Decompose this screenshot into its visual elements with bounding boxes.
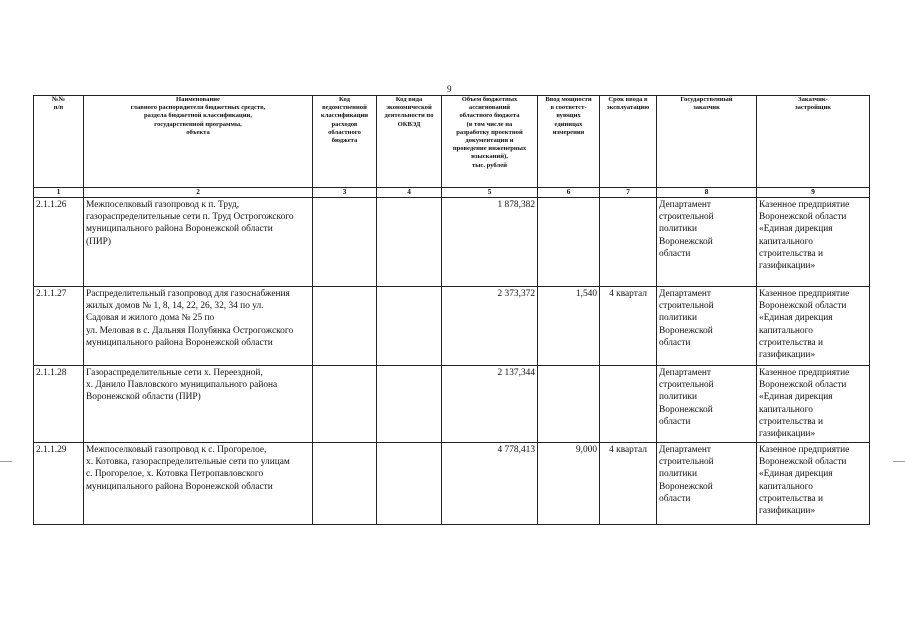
row-code: 2.1.1.27 [34, 287, 84, 366]
header-cell-amount: Объем бюджетных ассигнований областного бюджета (в том числе на разработку проектной документации и проведение инженерных изысканий), тыс. рублей [442, 96, 538, 188]
row-customer: Департамент строительной политики Воронежской области [657, 198, 757, 287]
row-customer: Департамент строительной политики Воронежской области [657, 287, 757, 366]
row-term [600, 366, 657, 443]
row-customer: Департамент строительной политики Воронежской области [657, 366, 757, 443]
row-kvr [313, 366, 377, 443]
row-okved [377, 198, 442, 287]
row-object-name: Распределительный газопровод для газоснабжения жилых домов № 1, 8, 14, 22, 26, 32, 34 по ул. Садовая и жилого дома № 25 по ул. Меловая в с. Дальняя Полубянка Острогожского муниципального района Воронежской области [84, 287, 313, 366]
margin-mark-right [893, 461, 905, 462]
row-okved [377, 287, 442, 366]
row-object-name: Газораспределительные сети х. Переездной, х. Данило Павловского муниципального района Воронежской области (ПИР) [84, 366, 313, 443]
row-term [600, 198, 657, 287]
investment-objects-table [33, 95, 870, 525]
margin-mark-left [0, 461, 12, 462]
header-cell-capacity: Ввод мощности в соответст- вующих единицах измерения [538, 96, 600, 188]
table-row [34, 287, 870, 366]
header-row [34, 96, 870, 188]
column-number: 7 [600, 188, 657, 198]
column-number: 9 [757, 188, 870, 198]
column-number: 6 [538, 188, 600, 198]
row-developer: Казенное предприятие Воронежской области «Единая дирекция капитального строительства и газификации» [757, 366, 870, 443]
header-cell-developer: Заказчик- застройщик [757, 96, 870, 188]
row-term: 4 квартал [600, 443, 657, 525]
row-developer: Казенное предприятие Воронежской области «Единая дирекция капитального строительства и газификации» [757, 443, 870, 525]
table-row [34, 366, 870, 443]
column-number: 1 [34, 188, 84, 198]
row-amount: 2 373,372 [442, 287, 538, 366]
header-cell-number: №№ п/п [34, 96, 84, 188]
column-number: 8 [657, 188, 757, 198]
column-number: 4 [377, 188, 442, 198]
column-number: 5 [442, 188, 538, 198]
row-okved [377, 443, 442, 525]
row-capacity: 9,000 [538, 443, 600, 525]
row-developer: Казенное предприятие Воронежской области «Единая дирекция капитального строительства и газификации» [757, 198, 870, 287]
row-developer: Казенное предприятие Воронежской области «Единая дирекция капитального строительства и газификации» [757, 287, 870, 366]
header-cell-term: Срок ввода в эксплуатацию [600, 96, 657, 188]
row-amount: 1 878,382 [442, 198, 538, 287]
row-code: 2.1.1.29 [34, 443, 84, 525]
row-kvr [313, 287, 377, 366]
row-capacity [538, 198, 600, 287]
column-number: 2 [84, 188, 313, 198]
row-code: 2.1.1.26 [34, 198, 84, 287]
header-cell-okved: Код вида экономической деятельности по ОКВЭД [377, 96, 442, 188]
row-amount: 2 137,344 [442, 366, 538, 443]
row-code: 2.1.1.28 [34, 366, 84, 443]
table-row [34, 198, 870, 287]
column-number: 3 [313, 188, 377, 198]
row-capacity: 1,540 [538, 287, 600, 366]
table-row [34, 443, 870, 525]
page-number: 9 [447, 84, 452, 94]
row-kvr [313, 198, 377, 287]
row-capacity [538, 366, 600, 443]
row-object-name: Межпоселковый газопровод к п. Труд, газораспределительные сети п. Труд Острогожского муниципального района Воронежской области (ПИР) [84, 198, 313, 287]
column-number-row [34, 188, 870, 198]
row-amount: 4 778,413 [442, 443, 538, 525]
row-object-name: Межпоселковый газопровод к с. Прогорелое, х. Котовка, газораспределительные сети по улицам с. Прогорелое, х. Котовка Петропавловского муниципального района Воронежской области [84, 443, 313, 525]
row-okved [377, 366, 442, 443]
row-customer: Департамент строительной политики Воронежской области [657, 443, 757, 525]
row-term: 4 квартал [600, 287, 657, 366]
header-cell-customer: Государственный заказчик [657, 96, 757, 188]
row-kvr [313, 443, 377, 525]
header-cell-name: Наименование главного распорядителя бюджетных средств, раздела бюджетной классификации, государственной программы, объекта [84, 96, 313, 188]
header-cell-kvr: Код ведомственной классификации расходов областного бюджета [313, 96, 377, 188]
